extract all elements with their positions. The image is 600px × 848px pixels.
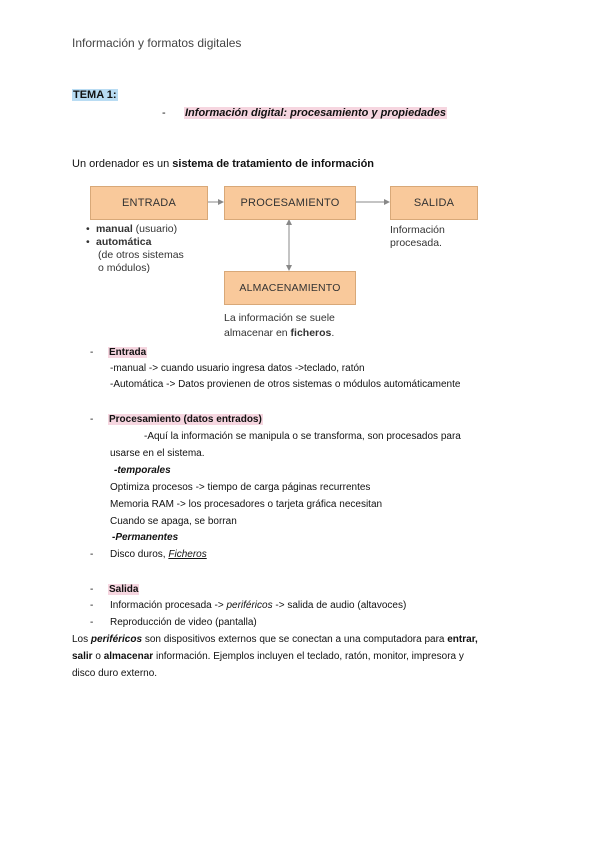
procesamiento-line-1: -Aquí la información se manipula o se transforma, son procesados para: [144, 431, 461, 442]
disco-plain: Disco duros,: [110, 549, 169, 560]
box-entrada: ENTRADA: [90, 186, 208, 220]
salida-heading: [108, 584, 139, 595]
alm-note-2-bold: ficheros: [290, 327, 332, 339]
tema-heading: TEMA 1:: [73, 89, 117, 101]
procesamiento-line-5: Cuando se apaga, se borran: [110, 516, 237, 527]
alm-note-2-plain: almacenar en: [224, 327, 291, 339]
salida-item2-dash: -: [90, 617, 94, 628]
perifericos-para-line-1: [72, 634, 478, 645]
entrada-notes: [86, 223, 184, 275]
para-f: o: [92, 651, 104, 662]
salida-heading-text: Salida: [109, 584, 139, 595]
disco-dash: -: [90, 549, 94, 560]
processing-diagram: [84, 178, 494, 340]
salida-item-1: [110, 600, 406, 611]
note-manual: manual: [96, 223, 133, 235]
salida-item1-b: periféricos: [226, 600, 273, 611]
alm-note-1: La información se suele: [224, 312, 335, 324]
procesamiento-temporales: -temporales: [114, 465, 171, 476]
para-a: Los: [72, 634, 91, 645]
para-e: salir: [72, 651, 93, 662]
para-d: entrar,: [447, 634, 478, 645]
para-g: almacenar: [103, 651, 154, 662]
salida-item1-a: Información procesada ->: [110, 600, 227, 611]
ficheros-link[interactable]: Ficheros: [168, 549, 207, 560]
procesamiento-line-2: usarse en el sistema.: [110, 448, 205, 459]
procesamiento-dash: -: [90, 414, 94, 425]
alm-note-2-end: .: [331, 327, 335, 339]
bullet-icon: •: [86, 236, 90, 248]
procesamiento-line-3: Optimiza procesos -> tiempo de carga páginas recurrentes: [110, 482, 371, 493]
salida-item-2: Reproducción de video (pantalla): [110, 617, 257, 628]
entrada-line-2: -Automática -> Datos provienen de otros sistemas o módulos automáticamente: [110, 379, 461, 390]
note-auto-rest-2: o módulos): [98, 262, 150, 274]
salida-notes: [390, 224, 445, 250]
salida-note-2: procesada.: [390, 237, 442, 249]
box-procesamiento: PROCESAMIENTO: [224, 186, 356, 220]
subtitle-text: Información digital: procesamiento y propiedades: [185, 107, 446, 119]
bullet-icon: •: [86, 223, 90, 235]
procesamiento-line-4: Memoria RAM -> los procesadores o tarjeta gráfica necesitan: [110, 499, 383, 510]
salida-item1-c: -> salida de audio (altavoces): [272, 600, 407, 611]
box-salida: SALIDA: [390, 186, 478, 220]
salida-note-1: Información: [390, 224, 445, 236]
entrada-heading: [108, 347, 147, 358]
procesamiento-heading: [108, 414, 263, 425]
salida-dash: -: [90, 584, 94, 595]
salida-item1-dash: -: [90, 600, 94, 611]
note-auto-rest-1: (de otros sistemas: [98, 249, 184, 261]
almacenamiento-notes: [224, 311, 335, 341]
perifericos-para-line-3: disco duro externo.: [72, 668, 158, 679]
box-almacenamiento: ALMACENAMIENTO: [224, 271, 356, 305]
procesamiento-permanentes: -Permanentes: [112, 532, 179, 543]
procesamiento-disco: [110, 549, 207, 560]
intro-sentence: [72, 158, 374, 170]
para-b: periféricos: [90, 634, 143, 645]
entrada-line-1: -manual -> cuando usuario ingresa datos ->teclado, ratón: [110, 363, 365, 374]
intro-bold: sistema de tratamiento de información: [172, 158, 375, 170]
note-manual-rest: (usuario): [132, 223, 178, 235]
page-header: Información y formatos digitales: [72, 36, 242, 50]
procesamiento-heading-text: Procesamiento (datos entrados): [109, 414, 262, 425]
note-auto: automática: [96, 236, 152, 248]
para-c: son dispositivos externos que se conectan a una computadora para: [142, 634, 448, 645]
intro-plain: Un ordenador es un: [72, 158, 173, 170]
para-h: información. Ejemplos incluyen el teclado, ratón, monitor, impresora y: [153, 651, 464, 662]
subtitle-dash: -: [162, 107, 166, 119]
entrada-dash: -: [90, 347, 94, 358]
perifericos-para-line-2: [72, 651, 464, 662]
entrada-heading-text: Entrada: [109, 347, 147, 358]
subtitle: [162, 107, 447, 119]
